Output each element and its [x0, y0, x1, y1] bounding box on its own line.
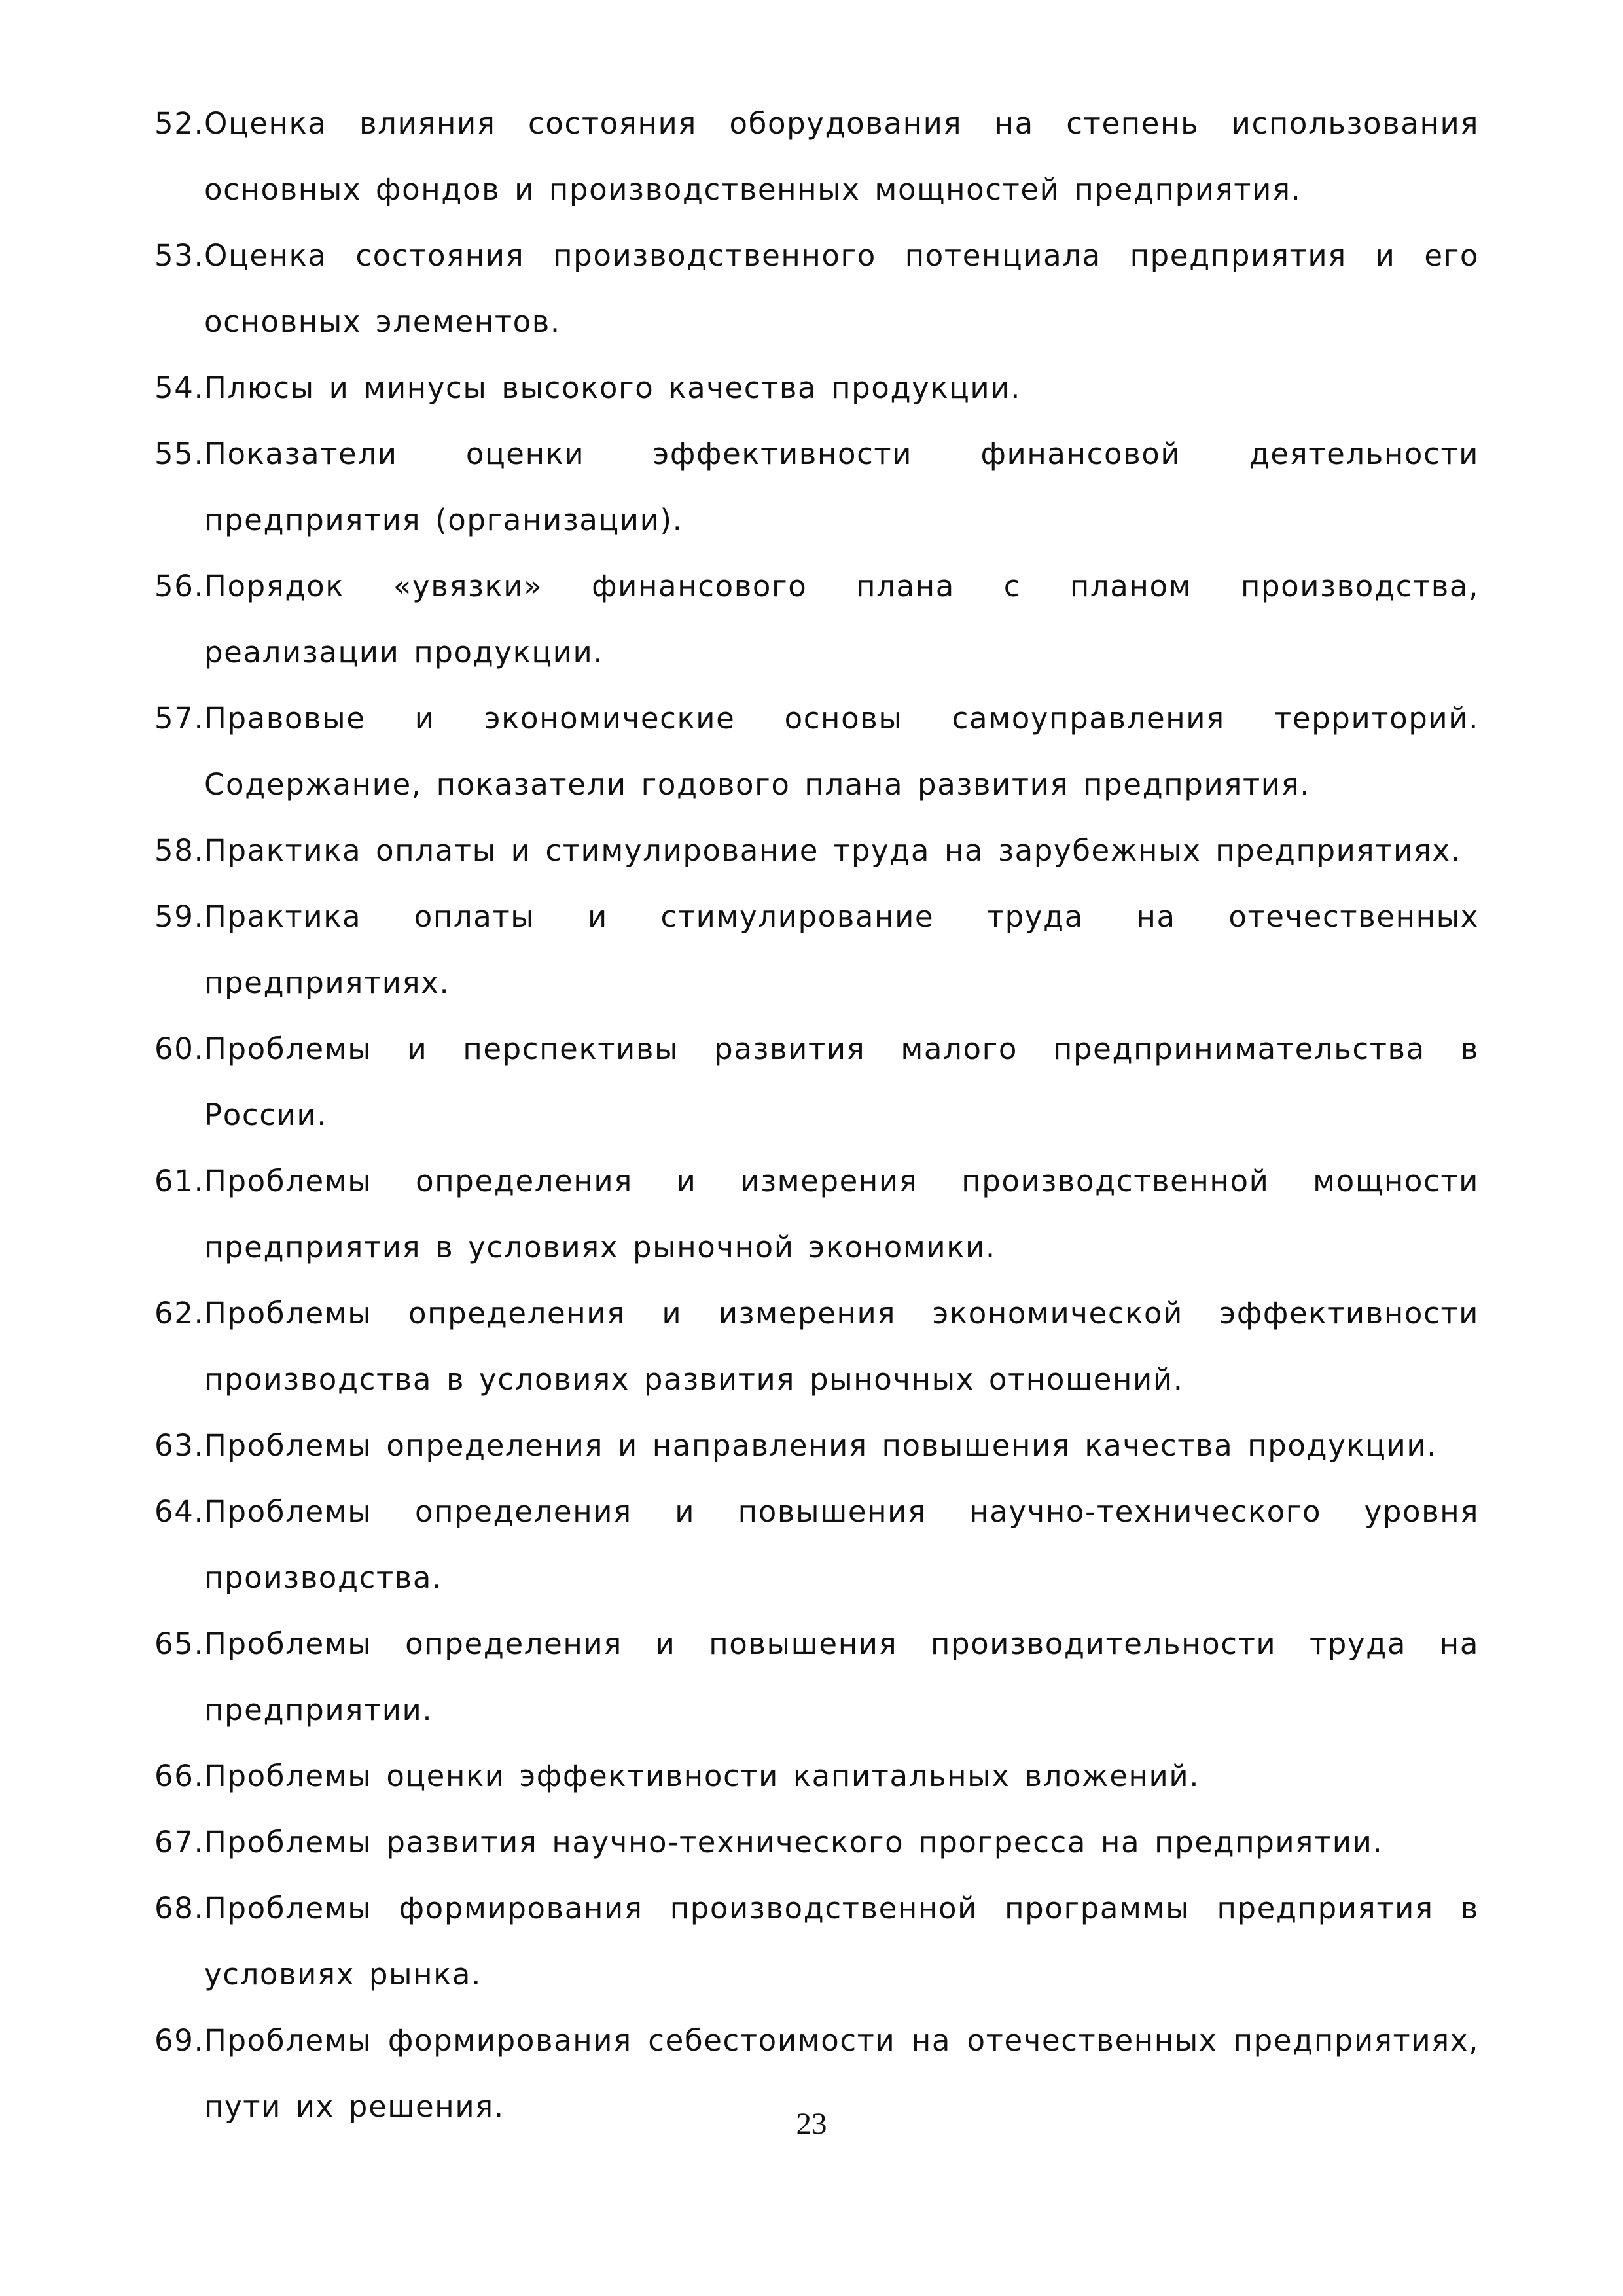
item-text: Проблемы определения и направления повышения качества продукции. [204, 1428, 1438, 1463]
item-text: Правовые и экономические основы самоуправления территорий. Содержание, показатели годового плана развития предприятия. [204, 701, 1479, 802]
item-number: 59. [154, 899, 205, 934]
item-text: Показатели оценки эффективности финансовой деятельности предприятия (организации). [204, 437, 1479, 537]
item-text: Оценка влияния состояния оборудования на степень использования основных фондов и производственных мощностей предприятия. [204, 106, 1479, 207]
item-text: Плюсы и минусы высокого качества продукции. [204, 370, 1021, 405]
item-text: Проблемы развития научно-технического прогресса на предприятии. [204, 1825, 1383, 1859]
item-number: 52. [154, 106, 205, 141]
list-item [154, 1809, 1479, 1875]
item-text: Проблемы и перспективы развития малого предпринимательства в России. [204, 1031, 1479, 1132]
list-item [154, 421, 1479, 553]
list-item [154, 1875, 1479, 2007]
item-text: Порядок «увязки» финансового плана с планом производства, реализации продукции. [204, 569, 1479, 670]
page-number: 23 [796, 2107, 827, 2141]
list-item [154, 223, 1479, 355]
item-number: 69. [154, 2023, 205, 2058]
list-item [154, 685, 1479, 817]
list-item [154, 1479, 1479, 1611]
item-text: Проблемы формирования себестоимости на отечественных предприятиях, пути их решения. [204, 2023, 1479, 2124]
item-text: Проблемы формирования производственной программы предприятия в условиях рынка. [204, 1891, 1479, 1992]
item-text: Проблемы определения и измерения экономической эффективности производства в условиях развития рыночных отношений. [204, 1296, 1479, 1397]
item-text: Проблемы определения и измерения производственной мощности предприятия в условиях рыночной экономики. [204, 1164, 1479, 1265]
item-number: 68. [154, 1891, 205, 1926]
list-item [154, 1280, 1479, 1412]
item-text: Проблемы определения и повышения производительности труда на предприятии. [204, 1626, 1479, 1727]
item-number: 65. [154, 1626, 205, 1661]
item-number: 58. [154, 833, 205, 868]
list-item [154, 1148, 1479, 1280]
numbered-list [154, 90, 1479, 2140]
item-number: 66. [154, 1759, 205, 1793]
list-item [154, 817, 1479, 884]
item-number: 61. [154, 1164, 205, 1198]
item-number: 60. [154, 1031, 205, 1066]
list-item [154, 1412, 1479, 1479]
list-item [154, 553, 1479, 685]
item-number: 53. [154, 238, 205, 273]
item-number: 56. [154, 569, 205, 603]
item-number: 57. [154, 701, 205, 736]
item-number: 63. [154, 1428, 205, 1463]
list-item [154, 90, 1479, 223]
list-item [154, 1016, 1479, 1148]
item-text: Проблемы определения и повышения научно-технического уровня производства. [204, 1494, 1479, 1595]
item-number: 62. [154, 1296, 205, 1331]
item-text: Проблемы оценки эффективности капитальных вложений. [204, 1759, 1200, 1793]
list-item [154, 1611, 1479, 1743]
item-number: 67. [154, 1825, 205, 1859]
item-number: 55. [154, 437, 205, 471]
list-item [154, 355, 1479, 421]
item-number: 64. [154, 1494, 205, 1529]
item-text: Практика оплаты и стимулирование труда на зарубежных предприятиях. [204, 833, 1461, 868]
item-text: Практика оплаты и стимулирование труда на отечественных предприятиях. [204, 899, 1479, 1000]
item-text: Оценка состояния производственного потенциала предприятия и его основных элементов. [204, 238, 1479, 339]
item-number: 54. [154, 370, 205, 405]
list-item [154, 884, 1479, 1016]
list-item [154, 1743, 1479, 1809]
